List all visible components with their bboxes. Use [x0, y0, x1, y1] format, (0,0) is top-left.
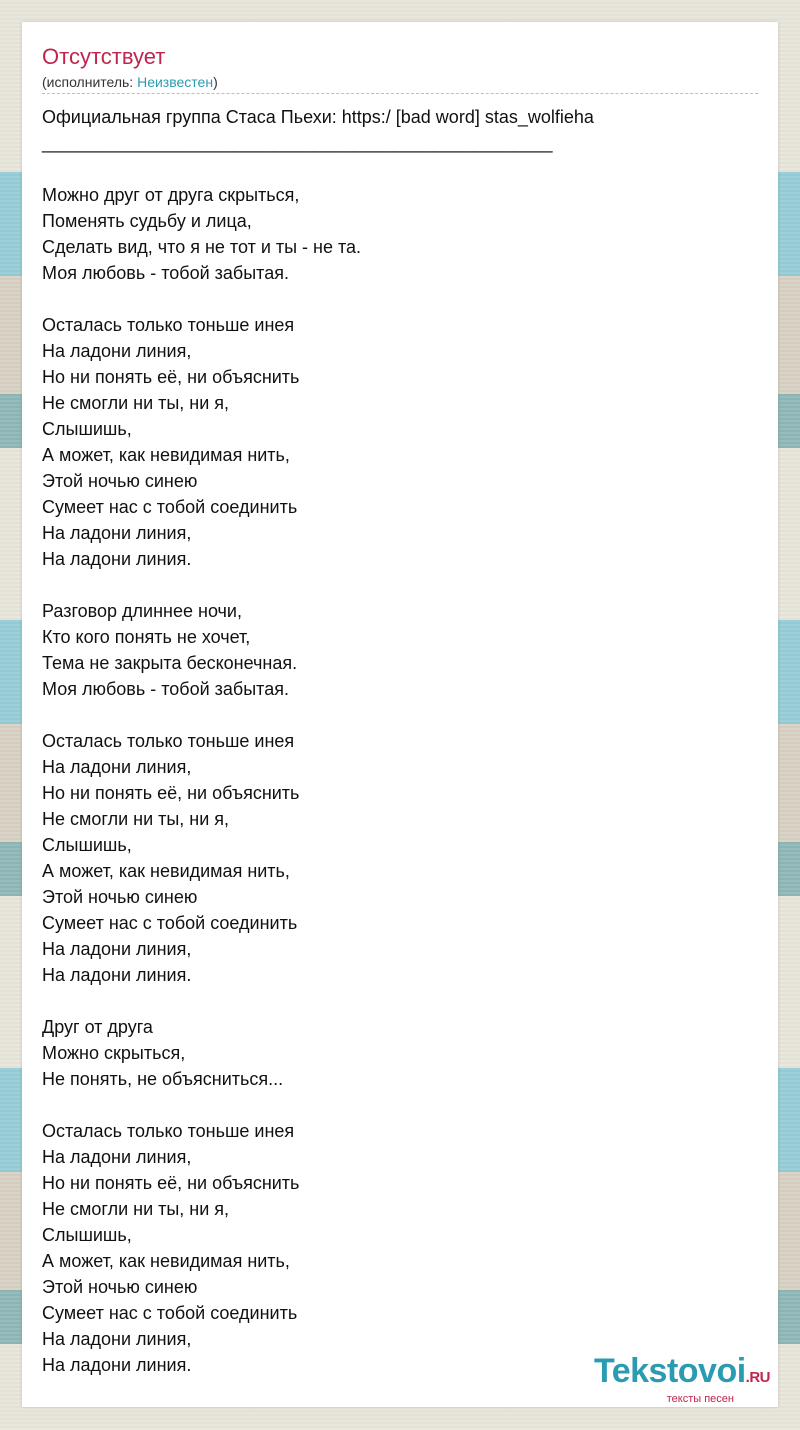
site-logo[interactable]: [594, 1354, 770, 1405]
logo-name: Tekstovoi: [593, 1352, 746, 1390]
logo-tagline: тексты песен: [666, 1393, 734, 1405]
artist-line: [42, 73, 218, 91]
logo-wordmark: [594, 1354, 770, 1395]
song-title: Отсутствует: [42, 44, 166, 69]
lyrics-text: Официальная группа Стаса Пьехи: https:/ [bad word] stas_wolfieha ___________________________________________________ Можно друг от друга скрыться, Поменять судьбу и лица, Сделать вид, что я не тот и ты - не та. Моя любовь - тобой забытая. Осталась только тоньше инея На ладони линия, Но ни понять её, ни объяснить Не смогли ни ты, ни я, Слышишь, А может, как невидимая нить, Этой ночью синею Сумеет нас с тобой соединить На ладони линия, На ладони линия. Разговор длиннее ночи, Кто кого понять не хочет, Тема не закрыта бесконечная. Моя любовь - тобой забытая. Осталась только тоньше инея На ладони линия, Но ни понять её, ни объяснить Не смогли ни ты, ни я, Слышишь, А может, как невидимая нить, Этой ночью синею Сумеет нас с тобой соединить На ладони линия, На ладони линия. Друг от друга Можно скрыться, Не понять, не объясниться... Осталась только тоньше инея На ладони линия, Но ни понять её, ни объяснить Не смогли ни ты, ни я, Слышишь, А может, как невидимая нить, Этой ночью синею Сумеет нас с тобой соединить На ладони линия, На ладони линия.: [42, 107, 594, 1375]
title-divider: [42, 93, 758, 94]
artist-link[interactable]: Неизвестен: [137, 74, 214, 90]
logo-suffix: .RU: [745, 1369, 770, 1386]
artist-prefix: (исполнитель:: [42, 74, 138, 90]
lyrics-card: [22, 22, 778, 1407]
artist-suffix: ): [213, 74, 218, 90]
